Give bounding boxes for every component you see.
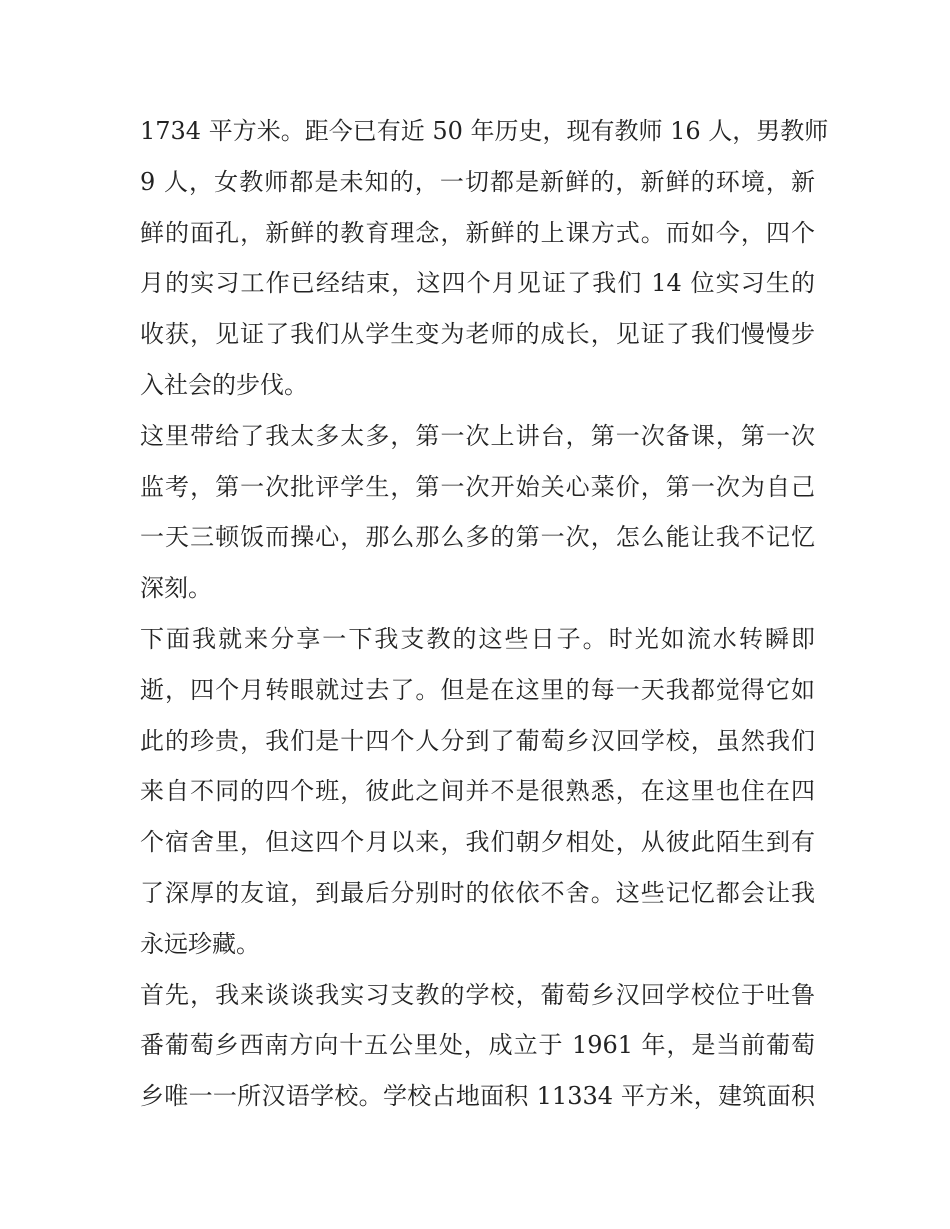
text-line: 下面我就来分享一下我支教的这些日子。时光如流水转瞬即 — [140, 624, 815, 653]
text-line: 监考，第一次批评学生，第一次开始关心菜价，第一次为自己 — [140, 472, 815, 501]
text-line: 来自不同的四个班，彼此之间并不是很熟悉，在这里也住在四 — [140, 777, 815, 806]
text-line: 永远珍藏。 — [140, 929, 260, 958]
text-line: 逝，四个月转眼就过去了。但是在这里的每一天我都觉得它如 — [140, 675, 815, 704]
text-line: 收获，见证了我们从学生变为老师的成长，见证了我们慢慢步 — [140, 320, 815, 349]
text-line: 了深厚的友谊，到最后分别时的依依不舍。这些记忆都会让我 — [140, 878, 815, 907]
text-line: 1734 平方米。距今已有近 50 年历史，现有教师 16 人，男教师 — [140, 117, 829, 145]
text-line: 这里带给了我太多太多，第一次上讲台，第一次备课，第一次 — [140, 421, 815, 450]
text-line: 此的珍贵，我们是十四个人分到了葡萄乡汉回学校，虽然我们 — [140, 726, 815, 755]
text-line: 深刻。 — [140, 574, 212, 603]
text-line: 9 人，女教师都是未知的，一切都是新鲜的，新鲜的环境，新 — [140, 167, 815, 196]
text-line: 个宿舍里，但这四个月以来，我们朝夕相处，从彼此陌生到有 — [140, 828, 815, 857]
text-line: 一天三顿饭而操心，那么那么多的第一次，怎么能让我不记忆 — [140, 523, 815, 552]
text-line: 月的实习工作已经结束，这四个月见证了我们 14 位实习生的 — [140, 269, 815, 298]
text-line: 入社会的步伐。 — [140, 370, 308, 399]
text-line: 番葡萄乡西南方向十五公里处，成立于 1961 年，是当前葡萄 — [140, 1031, 815, 1060]
body-text — [140, 106, 829, 1122]
text-line: 乡唯一一所汉语学校。学校占地面积 11334 平方米，建筑面积 — [140, 1082, 815, 1111]
text-line: 鲜的面孔，新鲜的教育理念，新鲜的上课方式。而如今，四个 — [140, 218, 815, 247]
text-line: 首先，我来谈谈我实习支教的学校，葡萄乡汉回学校位于吐鲁 — [140, 980, 815, 1009]
